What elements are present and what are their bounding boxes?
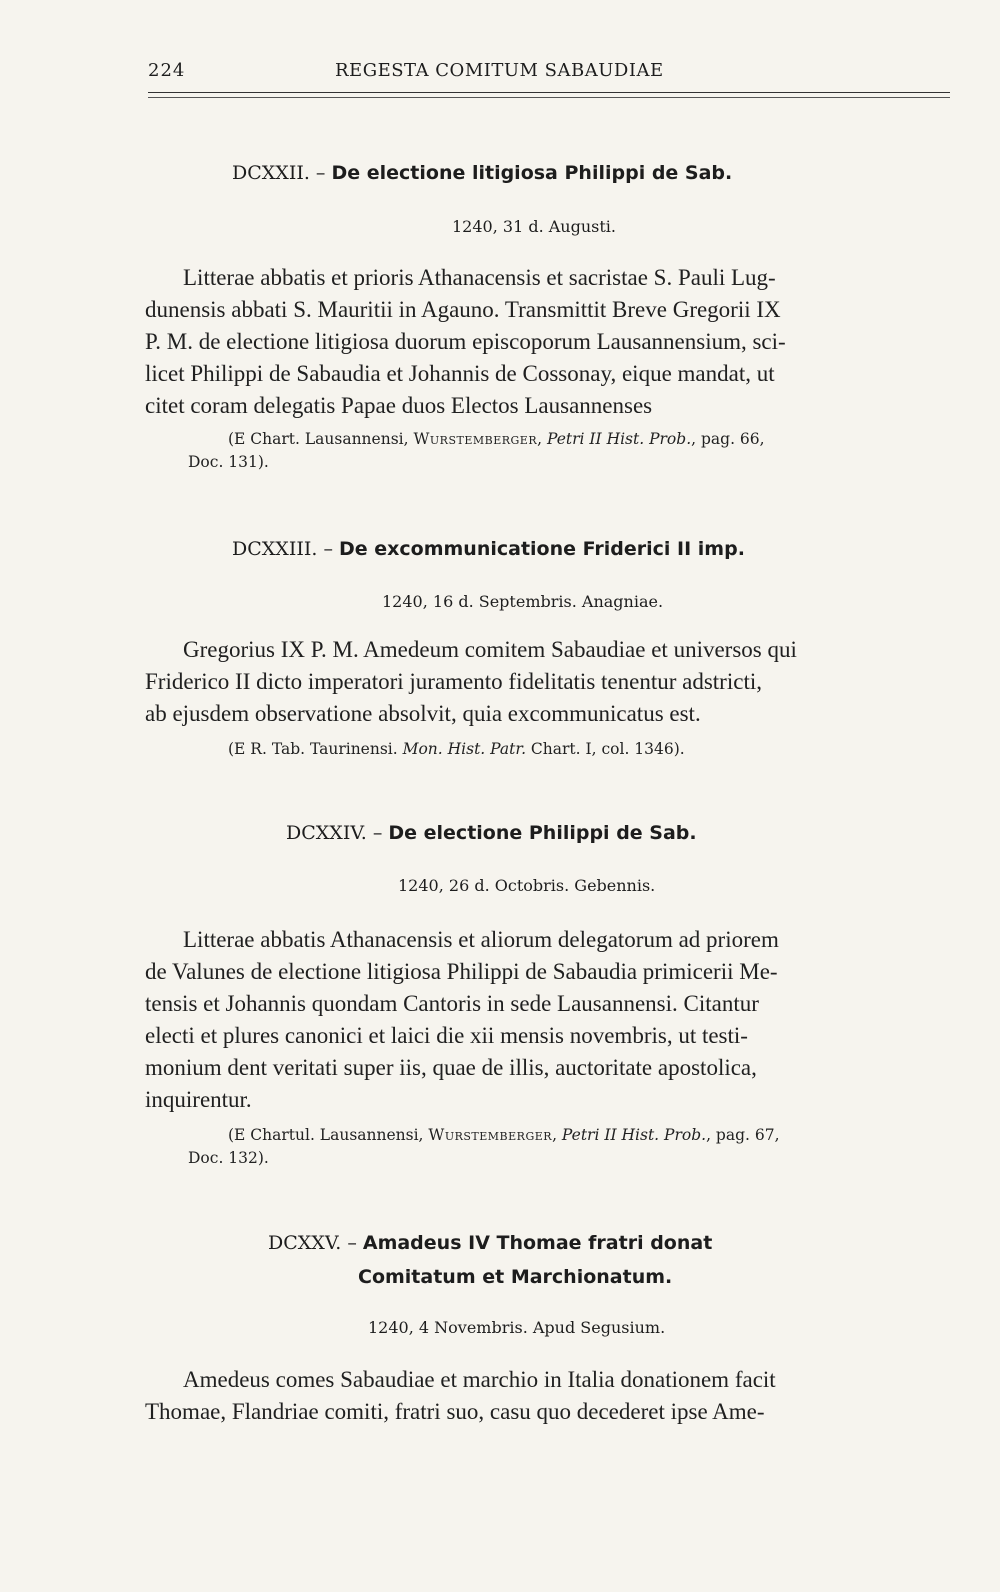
entry-heading [232,538,745,560]
text-line: licet Philippi de Sabaudia et Johannis de Cossonay, eique mandat, ut [145,361,775,386]
running-title: REGESTA COMITUM SABAUDIAE [335,60,664,81]
entry-dash: – [347,1232,357,1254]
source-separator: , [552,1126,562,1144]
header-rule [148,92,950,93]
entry-title-line2: Comitatum et Marchionatum. [358,1266,673,1288]
header-rule-secondary [148,97,950,98]
entry-source [188,428,765,474]
text-line: tensis et Johannis quondam Cantoris in sede Lausannensi. Citantur [145,991,759,1016]
entry-number: DCXXII. [232,162,310,184]
text-line: ab ejusdem observatione absolvit, quia excommunicatus est. [145,701,701,726]
source-work: Petri II Hist. Prob. [561,1126,707,1144]
entry-number: DCXXIV. [286,822,367,844]
entry-title: Amadeus IV Thomae fratri donat [362,1232,713,1254]
entry-source [188,1124,780,1170]
text-line: citet coram delegatis Papae duos Electos Lausannenses [145,393,653,418]
text-line: dunensis abbati S. Mauritii in Agauno. Transmittit Breve Gregorii IX [145,297,781,322]
text-line: Gregorius IX P. M. Amedeum comitem Sabaudiae et universos qui [183,637,797,662]
entry-heading-continued [358,1266,672,1288]
entry-dash: – [315,162,326,184]
entry-source [228,738,685,761]
source-prefix: (E Chart. Lausannensi, [228,430,414,448]
source-separator: , [537,430,547,448]
source-doc: Doc. 131). [188,453,269,471]
entry-text [145,634,797,730]
text-line: Amedeus comes Sabaudiae et marchio in Italia donationem facit [183,1367,776,1392]
entry-title: De electione litigiosa Philippi de Sab. [331,162,733,184]
source-author: Wurstemberger [413,430,538,448]
text-line: de Valunes de electione litigiosa Philippi de Sabaudia primicerii Me- [145,959,778,984]
text-line: Friderico II dicto imperatori juramento fidelitatis tenentur adstricti, [145,669,762,694]
text-line: Thomae, Flandriae comiti, fratri suo, casu quo decederet ipse Ame- [145,1399,765,1424]
entry-dash: – [372,822,383,844]
source-doc: Doc. 132). [188,1149,269,1167]
entry-date: 1240, 4 Novembris. Apud Segusium. [368,1318,666,1337]
source-suffix: , pag. 66, [691,430,765,448]
text-line: inquirentur. [145,1087,252,1112]
entry-heading [286,822,697,844]
entry-text [145,262,786,422]
entry-title: De electione Philippi de Sab. [388,822,697,844]
text-line: P. M. de electione litigiosa duorum episcoporum Lausannensium, sci- [145,329,786,354]
entry-number: DCXXIII. [232,538,318,560]
text-line: electi et plures canonici et laici die xii mensis novembris, ut testi- [145,1023,748,1048]
source-prefix: (E Chartul. Lausannensi, [228,1126,429,1144]
entry-heading [232,162,732,184]
entry-heading [268,1232,712,1254]
entry-text [145,1364,776,1428]
text-line: Litterae abbatis et prioris Athanacensis et sacristae S. Pauli Lug- [183,265,776,290]
entry-dash: – [323,538,333,560]
entry-date: 1240, 16 d. Septembris. Anagniae. [382,592,664,611]
entry-date: 1240, 31 d. Augusti. [452,217,616,236]
source-author: Wurstemberger [428,1126,553,1144]
source-prefix: (E R. Tab. Taurinensi. [228,740,403,758]
source-suffix: Chart. I, col. 1346). [526,740,685,758]
page-number: 224 [148,60,186,81]
source-suffix: , pag. 67, [706,1126,780,1144]
text-line: monium dent veritati super iis, quae de illis, auctoritate apostolica, [145,1055,757,1080]
entry-date: 1240, 26 d. Octobris. Gebennis. [398,876,656,895]
text-line: Litterae abbatis Athanacensis et aliorum delegatorum ad priorem [183,927,779,952]
entry-number: DCXXV. [268,1232,342,1254]
entry-title: De excommunicatione Friderici II imp. [338,538,745,560]
entry-text [145,924,779,1116]
source-work: Mon. Hist. Patr. [402,740,526,758]
source-work: Petri II Hist. Prob. [546,430,692,448]
